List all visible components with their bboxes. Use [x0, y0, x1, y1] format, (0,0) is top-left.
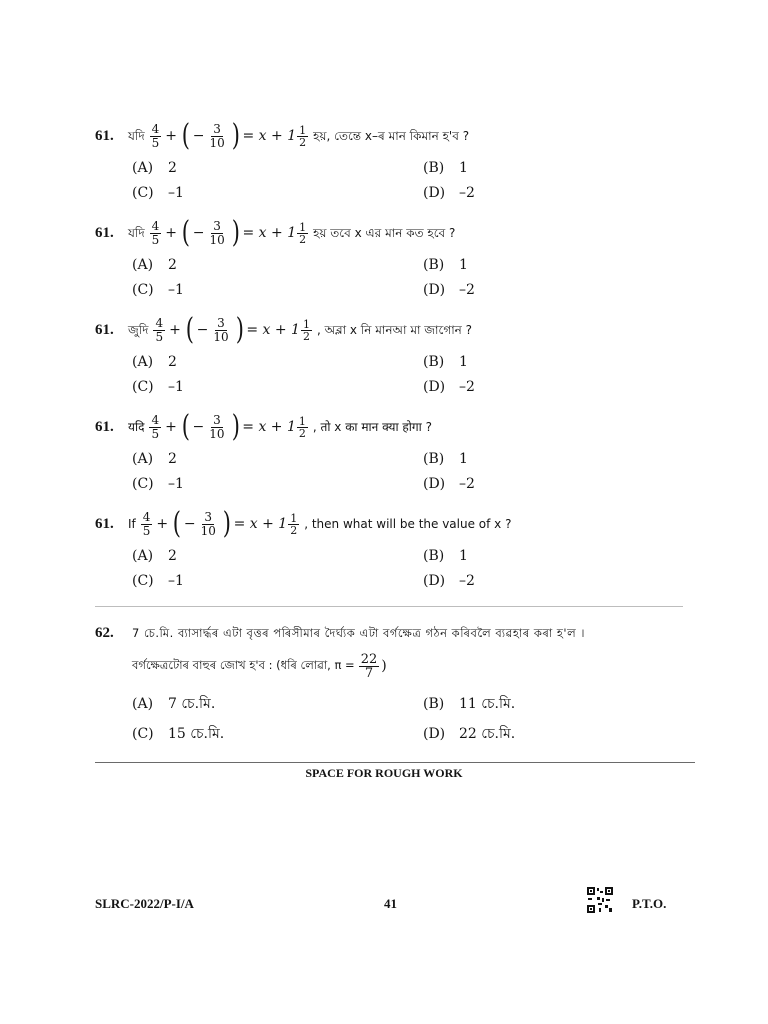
- question-suffix: হয়, তেন্তে x–ৰ মান কিমান হ'ব ?: [313, 129, 470, 143]
- question-number: 61.: [95, 419, 114, 435]
- question-text: [128, 506, 511, 542]
- fraction-one-half: [288, 513, 299, 536]
- minus-sign: −: [196, 322, 209, 338]
- equation-rhs: = x + 1: [233, 516, 288, 532]
- option-label: (D): [423, 573, 446, 589]
- option-value: –2: [459, 185, 475, 201]
- option-label: (D): [423, 726, 446, 742]
- fraction-one-half: [297, 222, 308, 245]
- option-label: (C): [132, 379, 154, 395]
- option-a: [132, 257, 177, 273]
- option-c: [132, 185, 184, 201]
- option-value: 2: [168, 257, 177, 273]
- question-62: [95, 618, 695, 756]
- option-d: [423, 379, 475, 395]
- numerator: 3: [204, 509, 213, 524]
- numerator: 1: [302, 317, 310, 331]
- option-b: [423, 692, 515, 716]
- options: [95, 251, 695, 301]
- pi-denominator: 7: [364, 665, 374, 681]
- denominator: 10: [213, 329, 229, 344]
- question-stem: [95, 409, 695, 445]
- option-c: [132, 573, 184, 589]
- option-label: (D): [423, 282, 446, 298]
- option-label: (A): [132, 548, 154, 564]
- option-d: [423, 722, 515, 746]
- question-61-variant: [95, 118, 695, 204]
- equation-rhs: = x + 1: [242, 128, 297, 144]
- option-c: [132, 476, 184, 492]
- question-text: [128, 215, 455, 251]
- question-62-line1: 7 চে.মি. ব্যাসাৰ্দ্ধৰ এটা বৃত্তৰ পৰিসীমাৰ দৈৰ্ঘ্যক এটা বৰ্গক্ষেত্ৰ গঠন কৰিবলৈ ব্যৱহাৰ কৰা হ'ল ।: [132, 626, 585, 640]
- qr-code-icon: [586, 886, 614, 914]
- plus-sign: +: [165, 225, 178, 241]
- option-value: 2: [168, 160, 177, 176]
- option-a: [132, 451, 177, 467]
- minus-sign: −: [192, 128, 205, 144]
- rough-work-separator: [95, 762, 695, 763]
- option-c: [132, 722, 224, 746]
- option-b: [423, 451, 468, 467]
- option-a: [132, 692, 215, 716]
- option-value: –1: [168, 185, 184, 201]
- question-prefix: यदि: [128, 420, 145, 434]
- numerator: 4: [155, 315, 164, 330]
- option-label: (A): [132, 160, 154, 176]
- question-stem: [95, 506, 695, 542]
- denominator: 5: [151, 135, 160, 150]
- fraction-three-tenths: [199, 511, 218, 538]
- closing-paren: ): [381, 658, 387, 674]
- fraction-one-half: [301, 319, 312, 342]
- denominator: 5: [142, 523, 151, 538]
- option-label: (C): [132, 573, 154, 589]
- numerator: 4: [151, 218, 160, 233]
- footer-page-number: 41: [384, 896, 397, 911]
- question-61-variant: [95, 215, 695, 301]
- option-value: –2: [459, 379, 475, 395]
- denominator: 2: [302, 329, 310, 343]
- left-paren: (: [172, 506, 182, 541]
- option-label: (B): [423, 451, 445, 467]
- right-paren: ): [231, 215, 240, 250]
- option-value: 15 চে.মি.: [168, 726, 225, 742]
- option-label: (C): [132, 476, 154, 492]
- plus-sign: +: [169, 322, 181, 338]
- option-value: 1: [459, 451, 468, 467]
- equation-rhs: = x + 1: [242, 419, 296, 435]
- options: [95, 542, 695, 592]
- right-paren: ): [231, 409, 240, 444]
- option-value: –2: [459, 476, 475, 492]
- fraction-three-tenths: [207, 220, 226, 247]
- options: [95, 348, 695, 398]
- left-paren: (: [181, 118, 190, 153]
- option-label: (C): [132, 282, 154, 298]
- numerator: 3: [217, 315, 225, 330]
- options: [95, 154, 695, 204]
- plus-sign: +: [156, 516, 169, 532]
- question-stem: [95, 215, 695, 251]
- question-prefix: জুদি: [128, 323, 149, 337]
- option-value: 2: [168, 354, 177, 370]
- denominator: 5: [155, 329, 164, 344]
- denominator: 10: [200, 523, 216, 538]
- question-stem: [95, 118, 695, 154]
- right-paren: ): [235, 312, 244, 347]
- question-text: [128, 409, 432, 445]
- option-value: –2: [459, 573, 475, 589]
- question-stem: [95, 312, 695, 348]
- left-paren: (: [181, 409, 190, 444]
- fraction-four-fifths: [153, 317, 165, 344]
- option-label: (B): [423, 696, 445, 712]
- denominator: 5: [151, 426, 160, 441]
- option-d: [423, 476, 475, 492]
- option-value: 2: [168, 451, 177, 467]
- option-d: [423, 573, 475, 589]
- fraction-three-tenths: [207, 123, 226, 150]
- question-suffix: , then what will be the value of x ?: [304, 517, 512, 531]
- option-b: [423, 257, 468, 273]
- question-62-line2: বৰ্গক্ষেত্ৰটোৰ বাহুৰ জোখ হ'ব : (ধৰি লোৱা, π =: [132, 657, 355, 672]
- option-label: (B): [423, 354, 445, 370]
- denominator: 2: [290, 523, 298, 537]
- question-prefix: যদি: [128, 129, 145, 143]
- option-label: (A): [132, 696, 154, 712]
- numerator: 4: [142, 509, 151, 524]
- question-number: 61.: [95, 516, 114, 532]
- option-value: 11 চে.মি.: [459, 696, 516, 712]
- option-value: 1: [459, 548, 468, 564]
- plus-sign: +: [165, 128, 178, 144]
- option-value: –1: [168, 476, 184, 492]
- option-d: [423, 185, 475, 201]
- minus-sign: −: [192, 419, 205, 435]
- fraction-three-tenths: [211, 317, 230, 344]
- left-paren: (: [185, 312, 194, 347]
- option-label: (D): [423, 476, 446, 492]
- option-label: (D): [423, 185, 446, 201]
- option-value: 22 চে.মি.: [459, 726, 516, 742]
- question-suffix: , অব্লা x নি মানআ মা জাগোন ?: [316, 323, 473, 337]
- question-prefix: If: [128, 517, 136, 531]
- question-61-variant: [95, 506, 695, 592]
- pi-numerator: 22: [360, 651, 378, 667]
- numerator: 4: [151, 412, 160, 427]
- denominator: 10: [209, 426, 225, 441]
- question-suffix: হয় তবে x এর মান কত হবে ?: [313, 226, 456, 240]
- option-value: 2: [168, 548, 177, 564]
- question-suffix: , तो x का मान क्या होगा ?: [312, 420, 432, 434]
- numerator: 1: [298, 414, 306, 428]
- question-number: 62.: [95, 625, 114, 641]
- plus-sign: +: [165, 419, 177, 435]
- denominator: 10: [209, 135, 225, 150]
- question-number: 61.: [95, 225, 114, 241]
- question-61-variant: [95, 409, 695, 495]
- option-a: [132, 548, 177, 564]
- equation-rhs: = x + 1: [246, 322, 300, 338]
- minus-sign: −: [183, 516, 196, 532]
- denominator: 2: [299, 232, 307, 246]
- right-paren: ): [231, 118, 240, 153]
- minus-sign: −: [192, 225, 205, 241]
- option-label: (B): [423, 257, 445, 273]
- question-prefix: যদি: [128, 226, 145, 240]
- fraction-four-fifths: [149, 414, 161, 441]
- question-number: 61.: [95, 322, 114, 338]
- option-label: (C): [132, 726, 154, 742]
- fraction-one-half: [297, 416, 308, 439]
- option-b: [423, 548, 468, 564]
- fraction-four-fifths: [150, 123, 162, 150]
- option-label: (C): [132, 185, 154, 201]
- numerator: 1: [299, 220, 307, 234]
- option-b: [423, 354, 468, 370]
- footer-code: SLRC-2022/P-I/A: [95, 896, 194, 911]
- option-label: (B): [423, 160, 445, 176]
- option-value: –1: [168, 573, 184, 589]
- denominator: 2: [299, 135, 307, 149]
- question-61-variant: [95, 312, 695, 398]
- option-a: [132, 354, 177, 370]
- question-number: 61.: [95, 128, 114, 144]
- option-label: (A): [132, 354, 154, 370]
- fraction-four-fifths: [141, 511, 153, 538]
- option-c: [132, 282, 184, 298]
- option-a: [132, 160, 177, 176]
- option-value: –1: [168, 379, 184, 395]
- fraction-one-half: [297, 125, 308, 148]
- option-value: 1: [459, 160, 468, 176]
- pi-fraction: [359, 653, 380, 680]
- option-label: (A): [132, 451, 154, 467]
- option-value: –2: [459, 282, 475, 298]
- numerator: 1: [299, 123, 307, 137]
- numerator: 4: [151, 121, 160, 136]
- option-value: –1: [168, 282, 184, 298]
- option-value: 1: [459, 257, 468, 273]
- option-b: [423, 160, 468, 176]
- question-text: [128, 118, 469, 154]
- right-paren: ): [222, 506, 231, 541]
- equation-rhs: = x + 1: [242, 225, 297, 241]
- denominator: 2: [298, 426, 306, 440]
- footer-pto: P.T.O.: [632, 896, 667, 911]
- left-paren: (: [181, 215, 190, 250]
- fraction-three-tenths: [207, 414, 226, 441]
- option-label: (D): [423, 379, 446, 395]
- denominator: 10: [209, 232, 225, 247]
- option-label: (A): [132, 257, 154, 273]
- option-d: [423, 282, 475, 298]
- numerator: 3: [213, 121, 221, 136]
- numerator: 3: [213, 412, 221, 427]
- denominator: 5: [151, 232, 160, 247]
- option-label: (B): [423, 548, 445, 564]
- rough-work-label: SPACE FOR ROUGH WORK: [305, 766, 463, 780]
- options: [95, 445, 695, 495]
- numerator: 1: [290, 511, 298, 525]
- separator-line: [95, 606, 683, 607]
- question-text: [128, 312, 472, 348]
- option-value: 7 চে.মি.: [168, 696, 216, 712]
- fraction-four-fifths: [150, 220, 162, 247]
- option-value: 1: [459, 354, 468, 370]
- numerator: 3: [213, 218, 221, 233]
- option-c: [132, 379, 184, 395]
